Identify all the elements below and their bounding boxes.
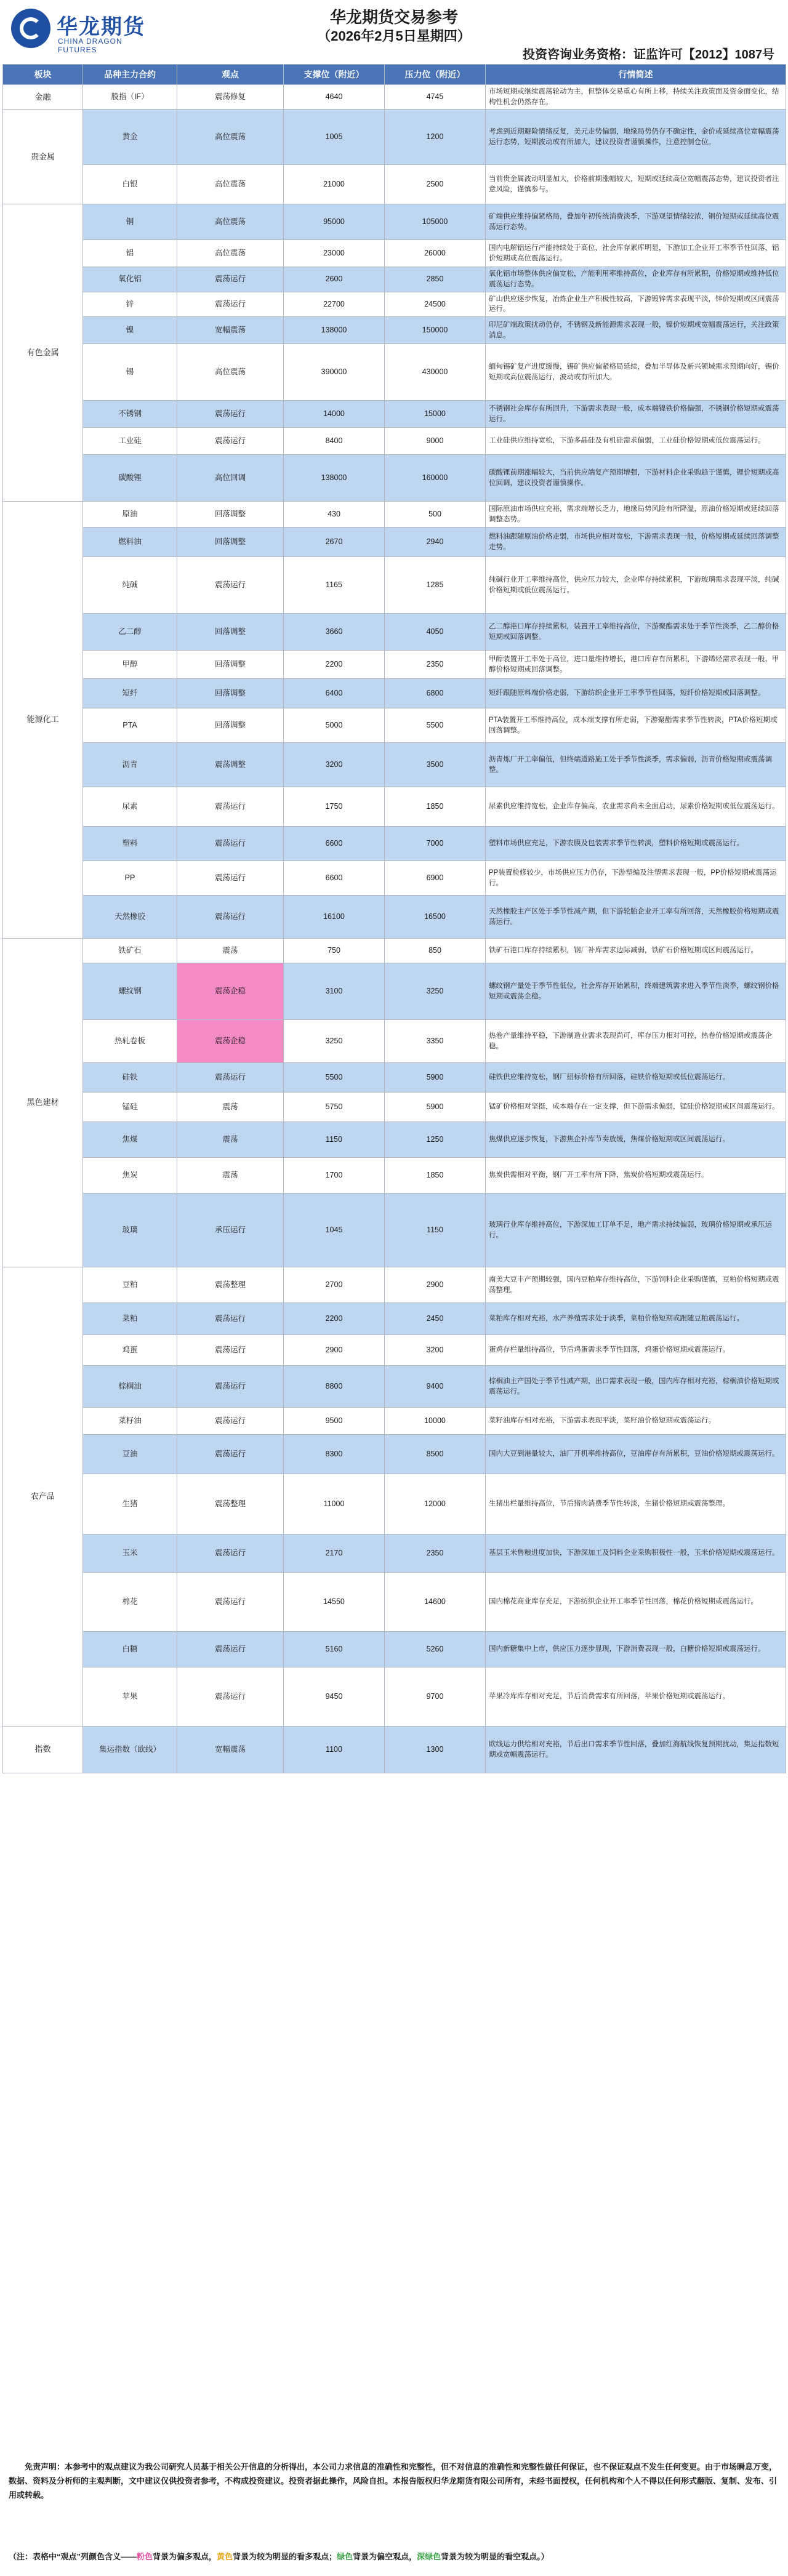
table-row <box>3 344 786 401</box>
variety-cell: 尿素 <box>83 787 177 827</box>
disclaimer-text: 免责声明：本参考中的观点建议为我公司研究人员基于相关公开信息的分析得出，本公司力求信息的准确性和完整性，但不对信息的准确性和完整性做任何保证，也不保证观点不发生任何变更。由于市场瞬息万变，数据、资料及分析师的主观判断，文中建议仅供投资者参考，不构成投资建议。投资者据此操作，风险自担。本报告版权归华龙期货有限公司所有，未经书面授权，任何机构和个人不得以任何形式翻版、复制、发布、引用或转载。 <box>9 2462 778 2500</box>
table-row <box>3 1303 786 1335</box>
comment-cell: 苹果冷库库存相对充足，节后消费需求有所回落，苹果价格短期或震荡运行。 <box>486 1667 786 1727</box>
table-row <box>3 1335 786 1366</box>
support-cell: 14000 <box>284 401 385 428</box>
view-cell: 震荡运行 <box>177 428 284 455</box>
resistance-cell: 6800 <box>385 679 486 708</box>
support-cell: 5500 <box>284 1063 385 1093</box>
note-pink-text: 背景为偏多观点， <box>153 2552 217 2561</box>
table-row <box>3 708 786 743</box>
resistance-cell: 9400 <box>385 1366 486 1408</box>
resistance-cell: 105000 <box>385 204 486 240</box>
table-row <box>3 787 786 827</box>
support-cell: 2200 <box>284 651 385 679</box>
comment-cell: 焦炭供需相对平衡，钢厂开工率有所下降，焦炭价格短期或震荡运行。 <box>486 1158 786 1194</box>
support-cell: 6600 <box>284 861 385 896</box>
comment-cell: 南美大豆丰产预期较强，国内豆粕库存维持高位，下游饲料企业采购谨慎，豆粕价格短期或震荡整理。 <box>486 1267 786 1303</box>
support-cell: 8400 <box>284 428 385 455</box>
logo-name: 华龙期货 <box>57 15 145 39</box>
support-cell: 1045 <box>284 1194 385 1267</box>
comment-cell: 菜粕库存相对充裕，水产养殖需求处于淡季，菜粕价格短期或跟随豆粕震荡运行。 <box>486 1303 786 1335</box>
view-cell: 回落调整 <box>177 708 284 743</box>
table-row <box>3 557 786 614</box>
table-row <box>3 502 786 528</box>
view-cell: 回落调整 <box>177 502 284 528</box>
comment-cell: 短纤跟随原料端价格走弱，下游纺织企业开工率季节性回落，短纤价格短期或回落调整。 <box>486 679 786 708</box>
support-cell: 5160 <box>284 1632 385 1667</box>
variety-cell: 纯碱 <box>83 557 177 614</box>
table-row <box>3 1366 786 1408</box>
resistance-cell: 10000 <box>385 1408 486 1435</box>
variety-cell: 锰硅 <box>83 1093 177 1122</box>
variety-cell: 铜 <box>83 204 177 240</box>
resistance-cell: 1850 <box>385 787 486 827</box>
variety-cell: 铝 <box>83 240 177 267</box>
variety-cell: 天然橡胶 <box>83 896 177 939</box>
variety-cell: 工业硅 <box>83 428 177 455</box>
view-cell: 高位震荡 <box>177 110 284 165</box>
support-cell: 3100 <box>284 963 385 1020</box>
variety-cell: 苹果 <box>83 1667 177 1727</box>
view-cell: 震荡运行 <box>177 292 284 316</box>
note-dark-green: 深绿色 <box>417 2552 441 2561</box>
comment-cell: 塑料市场供应充足，下游农膜及包装需求季节性转淡，塑料价格短期或震荡运行。 <box>486 827 786 861</box>
comment-cell: 印尼矿端政策扰动仍存，不锈钢及新能源需求表现一般，镍价短期或宽幅震荡运行，关注政策消息。 <box>486 317 786 344</box>
support-cell: 3660 <box>284 614 385 651</box>
table-row <box>3 267 786 292</box>
support-cell: 9450 <box>284 1667 385 1727</box>
view-cell: 高位震荡 <box>177 240 284 267</box>
view-cell: 震荡运行 <box>177 1335 284 1366</box>
variety-cell: 氧化铝 <box>83 267 177 292</box>
resistance-cell: 5500 <box>385 708 486 743</box>
support-cell: 16100 <box>284 896 385 939</box>
comment-cell: 市场短期或继续震荡轮动为主，但整体交易重心有所上移，持续关注政策面及资金面变化，结构性机会仍然存在。 <box>486 85 786 110</box>
table-row <box>3 165 786 204</box>
sector-cell: 贵金属 <box>3 110 83 204</box>
resistance-cell: 5900 <box>385 1093 486 1122</box>
note-green-text: 背景为偏空观点， <box>353 2552 417 2561</box>
resistance-cell: 2350 <box>385 1535 486 1573</box>
comment-cell: 基层玉米售粮进度加快，下游深加工及饲料企业采购积极性一般，玉米价格短期或震荡运行。 <box>486 1535 786 1573</box>
table-row <box>3 1093 786 1122</box>
support-cell: 8300 <box>284 1435 385 1474</box>
table-row <box>3 85 786 110</box>
comment-cell: PTA装置开工率维持高位，成本端支撑有所走弱，下游聚酯需求季节性转淡，PTA价格短期或回落调整。 <box>486 708 786 743</box>
support-cell: 8800 <box>284 1366 385 1408</box>
table-row <box>3 743 786 787</box>
support-cell: 750 <box>284 939 385 963</box>
support-cell: 1150 <box>284 1122 385 1158</box>
comment-cell: 蛋鸡存栏量维持高位，节后鸡蛋需求季节性回落，鸡蛋价格短期或震荡运行。 <box>486 1335 786 1366</box>
sector-cell: 有色金属 <box>3 204 83 502</box>
comment-cell: 国内电解铝运行产能持续处于高位，社会库存累库明显，下游加工企业开工率季节性回落，铝价短期或高位震荡运行。 <box>486 240 786 267</box>
view-cell: 回落调整 <box>177 614 284 651</box>
variety-cell: 菜籽油 <box>83 1408 177 1435</box>
comment-cell: 国内棉花商业库存充足，下游纺织企业开工率季节性回落，棉花价格短期或震荡运行。 <box>486 1573 786 1632</box>
resistance-cell: 2900 <box>385 1267 486 1303</box>
support-cell: 1165 <box>284 557 385 614</box>
support-cell: 23000 <box>284 240 385 267</box>
comment-cell: 欧线运力供给相对充裕，节后出口需求季节性回落，叠加红海航线恢复预期扰动，集运指数短期或宽幅震荡运行。 <box>486 1727 786 1773</box>
resistance-cell: 2450 <box>385 1303 486 1335</box>
note-orange-text: 背景为较为明显的看多观点； <box>233 2552 337 2561</box>
view-cell: 震荡运行 <box>177 827 284 861</box>
comment-cell: 国内新糖集中上市，供应压力逐步显现，下游消费表现一般，白糖价格短期或震荡运行。 <box>486 1632 786 1667</box>
support-cell: 2670 <box>284 528 385 557</box>
page-title: 华龙期货交易参考 <box>329 8 458 26</box>
table-row <box>3 679 786 708</box>
table-row <box>3 1194 786 1267</box>
resistance-cell: 500 <box>385 502 486 528</box>
view-cell: 震荡运行 <box>177 1366 284 1408</box>
view-cell: 震荡运行 <box>177 1535 284 1573</box>
comment-cell: 缅甸锡矿复产进度缓慢，锡矿供应偏紧格局延续，叠加半导体及新兴领域需求预期向好，锡价短期或高位震荡运行，波动或有所加大。 <box>486 344 786 401</box>
sector-cell: 金融 <box>3 85 83 110</box>
support-cell: 6600 <box>284 827 385 861</box>
table-row <box>3 401 786 428</box>
table-row <box>3 428 786 455</box>
support-cell: 2600 <box>284 267 385 292</box>
view-cell: 宽幅震荡 <box>177 317 284 344</box>
resistance-cell: 850 <box>385 939 486 963</box>
resistance-cell: 24500 <box>385 292 486 316</box>
view-cell: 回落调整 <box>177 528 284 557</box>
variety-cell: 菜粕 <box>83 1303 177 1335</box>
table-row <box>3 1267 786 1303</box>
support-cell: 95000 <box>284 204 385 240</box>
view-cell: 震荡运行 <box>177 1303 284 1335</box>
comment-cell: 氧化铝市场整体供应偏宽松，产能利用率维持高位，企业库存有所累积，价格短期或维持低位震荡运行态势。 <box>486 267 786 292</box>
variety-cell: 黄金 <box>83 110 177 165</box>
support-cell: 1750 <box>284 787 385 827</box>
variety-cell: PP <box>83 861 177 896</box>
table-row <box>3 861 786 896</box>
comment-cell: 硅铁供应维持宽松，钢厂招标价格有所回落，硅铁价格短期或低位震荡运行。 <box>486 1063 786 1093</box>
resistance-cell: 9700 <box>385 1667 486 1727</box>
view-cell: 高位震荡 <box>177 344 284 401</box>
view-cell: 震荡调整 <box>177 743 284 787</box>
note-pink: 粉色 <box>137 2552 153 2561</box>
view-cell: 震荡 <box>177 939 284 963</box>
logo-subtext: CHINA DRAGON FUTURES <box>58 37 123 54</box>
view-cell: 承压运行 <box>177 1194 284 1267</box>
table-row <box>3 528 786 557</box>
view-cell: 震荡运行 <box>177 1632 284 1667</box>
comment-cell: 沥青炼厂开工率偏低，但终端道路施工处于季节性淡季，需求偏弱，沥青价格短期或震荡调整。 <box>486 743 786 787</box>
support-cell: 5750 <box>284 1093 385 1122</box>
variety-cell: 玻璃 <box>83 1194 177 1267</box>
view-cell: 震荡运行 <box>177 1573 284 1632</box>
table-row <box>3 317 786 344</box>
resistance-cell: 1285 <box>385 557 486 614</box>
support-cell: 1005 <box>284 110 385 165</box>
comment-cell: 矿端供应维持偏紧格局，叠加年初传统消费淡季，下游观望情绪较浓，铜价短期或延续高位震荡运行态势。 <box>486 204 786 240</box>
view-cell: 震荡企稳 <box>177 1020 284 1063</box>
resistance-cell: 1850 <box>385 1158 486 1194</box>
variety-cell: 豆粕 <box>83 1267 177 1303</box>
support-cell: 22700 <box>284 292 385 316</box>
column-header: 行情简述 <box>486 65 786 85</box>
variety-cell: 豆油 <box>83 1435 177 1474</box>
variety-cell: 碳酸锂 <box>83 455 177 502</box>
resistance-cell: 4745 <box>385 85 486 110</box>
resistance-cell: 15000 <box>385 401 486 428</box>
comment-cell: 生猪出栏量维持高位，节后猪肉消费季节性转淡，生猪价格短期或震荡整理。 <box>486 1474 786 1535</box>
table-row <box>3 1474 786 1535</box>
support-cell: 14550 <box>284 1573 385 1632</box>
table-row <box>3 963 786 1020</box>
column-header: 支撑位（附近） <box>284 65 385 85</box>
variety-cell: 甲醇 <box>83 651 177 679</box>
table-row <box>3 1158 786 1194</box>
table-row <box>3 939 786 963</box>
table-row <box>3 1408 786 1435</box>
variety-cell: 热轧卷板 <box>83 1020 177 1063</box>
resistance-cell: 3350 <box>385 1020 486 1063</box>
variety-cell: 集运指数（欧线） <box>83 1727 177 1773</box>
variety-cell: 燃料油 <box>83 528 177 557</box>
sector-cell: 能源化工 <box>3 502 83 939</box>
resistance-cell: 5260 <box>385 1632 486 1667</box>
resistance-cell: 150000 <box>385 317 486 344</box>
sector-cell: 指数 <box>3 1727 83 1773</box>
view-cell: 震荡运行 <box>177 861 284 896</box>
comment-cell: 焦煤供应逐步恢复，下游焦企补库节奏放缓，焦煤价格短期或区间震荡运行。 <box>486 1122 786 1158</box>
comment-cell: 尿素供应维持宽松，企业库存偏高，农业需求尚未全面启动，尿素价格短期或低位震荡运行。 <box>486 787 786 827</box>
table-row <box>3 614 786 651</box>
table-row <box>3 1435 786 1474</box>
view-cell: 震荡运行 <box>177 1408 284 1435</box>
support-cell: 9500 <box>284 1408 385 1435</box>
table-row <box>3 1632 786 1667</box>
comment-cell: 国内大豆到港量较大，油厂开机率维持高位，豆油库存有所累积，豆油价格短期或震荡运行。 <box>486 1435 786 1474</box>
table-row <box>3 1727 786 1773</box>
comment-cell: 国际原油市场供应充裕，需求端增长乏力，地缘局势风险有所降温，原油价格短期或延续回落调整态势。 <box>486 502 786 528</box>
resistance-cell: 2350 <box>385 651 486 679</box>
comment-cell: PP装置检修较少，市场供应压力仍存，下游塑编及注塑需求表现一般，PP价格短期或震荡运行。 <box>486 861 786 896</box>
comment-cell: 不锈钢社会库存有所回升，下游需求表现一般，成本端镍铁价格偏强，不锈钢价格短期或震荡运行。 <box>486 401 786 428</box>
view-cell: 回落调整 <box>177 679 284 708</box>
color-legend-note <box>9 2550 778 2562</box>
resistance-cell: 1150 <box>385 1194 486 1267</box>
report-footer <box>2 2453 786 2574</box>
view-cell: 震荡整理 <box>177 1474 284 1535</box>
view-cell: 高位震荡 <box>177 204 284 240</box>
support-cell: 1100 <box>284 1727 385 1773</box>
resistance-cell: 2850 <box>385 267 486 292</box>
note-orange: 黄色 <box>217 2552 233 2561</box>
resistance-cell: 430000 <box>385 344 486 401</box>
view-cell: 震荡 <box>177 1158 284 1194</box>
support-cell: 2200 <box>284 1303 385 1335</box>
resistance-cell: 5900 <box>385 1063 486 1093</box>
comment-cell: 燃料油跟随原油价格走弱，市场供应相对宽松，下游需求表现一般，价格短期或延续回落调整走势。 <box>486 528 786 557</box>
sector-cell: 黑色建材 <box>3 939 83 1267</box>
view-cell: 震荡运行 <box>177 401 284 428</box>
comment-cell: 铁矿石港口库存持续累积，钢厂补库需求边际减弱，铁矿石价格短期或区间震荡运行。 <box>486 939 786 963</box>
support-cell: 1700 <box>284 1158 385 1194</box>
view-cell: 震荡运行 <box>177 1063 284 1093</box>
comment-cell: 螺纹钢产量处于季节性低位，社会库存开始累积，终端建筑需求进入季节性淡季，螺纹钢价格短期或震荡企稳。 <box>486 963 786 1020</box>
comment-cell: 当前贵金属波动明显加大，价格前期涨幅较大，短期或延续高位宽幅震荡态势，建议投资者注意风险，谨慎参与。 <box>486 165 786 204</box>
license-line: 投资咨询业务资格：证监许可【2012】1087号 <box>523 48 774 62</box>
comment-cell: 棕榈油主产国处于季节性减产期，出口需求表现一般，国内库存相对充裕，棕榈油价格短期或震荡运行。 <box>486 1366 786 1408</box>
variety-cell: 焦炭 <box>83 1158 177 1194</box>
resistance-cell: 6900 <box>385 861 486 896</box>
table-row <box>3 651 786 679</box>
resistance-cell: 2500 <box>385 165 486 204</box>
support-cell: 2170 <box>284 1535 385 1573</box>
support-cell: 138000 <box>284 317 385 344</box>
variety-cell: 镍 <box>83 317 177 344</box>
view-cell: 震荡运行 <box>177 1435 284 1474</box>
table-row <box>3 204 786 240</box>
support-cell: 3200 <box>284 743 385 787</box>
resistance-cell: 1200 <box>385 110 486 165</box>
note-green: 绿色 <box>337 2552 353 2561</box>
variety-cell: 锌 <box>83 292 177 316</box>
variety-cell: 螺纹钢 <box>83 963 177 1020</box>
variety-cell: 塑料 <box>83 827 177 861</box>
table-row <box>3 1122 786 1158</box>
resistance-cell: 2940 <box>385 528 486 557</box>
resistance-cell: 4050 <box>385 614 486 651</box>
variety-cell: 棕榈油 <box>83 1366 177 1408</box>
table-row <box>3 1667 786 1727</box>
table-row <box>3 896 786 939</box>
support-cell: 11000 <box>284 1474 385 1535</box>
resistance-cell: 1300 <box>385 1727 486 1773</box>
support-cell: 2700 <box>284 1267 385 1303</box>
variety-cell: 乙二醇 <box>83 614 177 651</box>
resistance-cell: 1250 <box>385 1122 486 1158</box>
comment-cell: 玻璃行业库存维持高位，下游深加工订单不足，地产需求持续偏弱，玻璃价格短期或承压运行。 <box>486 1194 786 1267</box>
view-cell: 宽幅震荡 <box>177 1727 284 1773</box>
report-header <box>0 0 788 64</box>
sector-cell: 农产品 <box>3 1267 83 1727</box>
comment-cell: 锰矿价格相对坚挺，成本端存在一定支撑，但下游需求偏弱，锰硅价格短期或区间震荡运行。 <box>486 1093 786 1122</box>
variety-cell: 焦煤 <box>83 1122 177 1158</box>
resistance-cell: 3200 <box>385 1335 486 1366</box>
variety-cell: 玉米 <box>83 1535 177 1573</box>
support-cell: 4640 <box>284 85 385 110</box>
column-header: 压力位（附近） <box>385 65 486 85</box>
support-cell: 21000 <box>284 165 385 204</box>
variety-cell: 不锈钢 <box>83 401 177 428</box>
table-row <box>3 292 786 316</box>
variety-cell: PTA <box>83 708 177 743</box>
table-row <box>3 240 786 267</box>
variety-cell: 原油 <box>83 502 177 528</box>
view-cell: 震荡 <box>177 1122 284 1158</box>
resistance-cell: 160000 <box>385 455 486 502</box>
variety-cell: 生猪 <box>83 1474 177 1535</box>
view-cell: 高位回调 <box>177 455 284 502</box>
support-cell: 6400 <box>284 679 385 708</box>
variety-cell: 铁矿石 <box>83 939 177 963</box>
column-header: 板块 <box>3 65 83 85</box>
variety-cell: 短纤 <box>83 679 177 708</box>
table-row <box>3 455 786 502</box>
comment-cell: 乙二醇港口库存持续累积，装置开工率维持高位，下游聚酯需求处于季节性淡季，乙二醇价格短期或回落调整。 <box>486 614 786 651</box>
view-cell: 回落调整 <box>177 651 284 679</box>
view-cell: 震荡整理 <box>177 1267 284 1303</box>
variety-cell: 棉花 <box>83 1573 177 1632</box>
view-cell: 震荡运行 <box>177 896 284 939</box>
note-dark-green-text: 背景为较为明显的看空观点。） <box>441 2552 549 2561</box>
variety-cell: 鸡蛋 <box>83 1335 177 1366</box>
comment-cell: 碳酸锂前期涨幅较大，当前供应端复产预期增强，下游材料企业采购趋于谨慎，锂价短期或高位回调，建议投资者谨慎操作。 <box>486 455 786 502</box>
view-cell: 震荡运行 <box>177 787 284 827</box>
resistance-cell: 9000 <box>385 428 486 455</box>
resistance-cell: 14600 <box>385 1573 486 1632</box>
view-cell: 震荡企稳 <box>177 963 284 1020</box>
view-cell: 震荡运行 <box>177 557 284 614</box>
support-cell: 2900 <box>284 1335 385 1366</box>
variety-cell: 硅铁 <box>83 1063 177 1093</box>
comment-cell: 工业硅供应维持宽松，下游多晶硅及有机硅需求偏弱，工业硅价格短期或低位震荡运行。 <box>486 428 786 455</box>
note-prefix: （注：表格中“观点”列颜色含义—— <box>9 2552 137 2561</box>
table-row <box>3 1573 786 1632</box>
comment-cell: 矿山供应逐步恢复，冶炼企业生产积极性较高，下游镀锌需求表现平淡，锌价短期或区间震荡运行。 <box>486 292 786 316</box>
table-row <box>3 827 786 861</box>
view-cell: 震荡 <box>177 1093 284 1122</box>
table-row <box>3 1535 786 1573</box>
support-cell: 390000 <box>284 344 385 401</box>
view-cell: 震荡运行 <box>177 1667 284 1727</box>
resistance-cell: 3250 <box>385 963 486 1020</box>
view-cell: 震荡运行 <box>177 267 284 292</box>
resistance-cell: 8500 <box>385 1435 486 1474</box>
support-cell: 430 <box>284 502 385 528</box>
table-body <box>3 85 786 1773</box>
support-cell: 3250 <box>284 1020 385 1063</box>
comment-cell: 热卷产量维持平稳，下游制造业需求表现尚可，库存压力相对可控，热卷价格短期或震荡企稳。 <box>486 1020 786 1063</box>
variety-cell: 股指（IF） <box>83 85 177 110</box>
support-cell: 138000 <box>284 455 385 502</box>
support-cell: 5000 <box>284 708 385 743</box>
column-header: 品种主力合约 <box>83 65 177 85</box>
resistance-cell: 16500 <box>385 896 486 939</box>
table-row <box>3 1063 786 1093</box>
resistance-cell: 26000 <box>385 240 486 267</box>
variety-cell: 锡 <box>83 344 177 401</box>
view-cell: 震荡修复 <box>177 85 284 110</box>
variety-cell: 沥青 <box>83 743 177 787</box>
variety-cell: 白银 <box>83 165 177 204</box>
column-header: 观点 <box>177 65 284 85</box>
table-header-row <box>3 65 786 85</box>
comment-cell: 纯碱行业开工率维持高位，供应压力较大，企业库存持续累积，下游玻璃需求表现平淡，纯碱价格短期或低位震荡运行。 <box>486 557 786 614</box>
comment-cell: 甲醇装置开工率处于高位，进口量维持增长，港口库存有所累积，下游烯烃需求表现一般，甲醇价格短期或回落调整。 <box>486 651 786 679</box>
comment-cell: 菜籽油库存相对充裕，下游需求表现平淡，菜籽油价格短期或震荡运行。 <box>486 1408 786 1435</box>
table-row <box>3 110 786 165</box>
comment-cell: 天然橡胶主产区处于季节性减产期，但下游轮胎企业开工率有所回落，天然橡胶价格短期或震荡运行。 <box>486 896 786 939</box>
view-cell: 高位震荡 <box>177 165 284 204</box>
report-date: （2026年2月5日星期四） <box>317 28 471 44</box>
resistance-cell: 7000 <box>385 827 486 861</box>
resistance-cell: 3500 <box>385 743 486 787</box>
variety-cell: 白糖 <box>83 1632 177 1667</box>
table-row <box>3 1020 786 1063</box>
reference-table <box>2 64 786 1773</box>
comment-cell: 考虑到近期避险情绪反复，美元走势偏弱，地缘局势仍存不确定性，金价或延续高位宽幅震荡运行态势，短期波动或有所加大，建议投资者谨慎操作，注意控制仓位。 <box>486 110 786 165</box>
resistance-cell: 12000 <box>385 1474 486 1535</box>
